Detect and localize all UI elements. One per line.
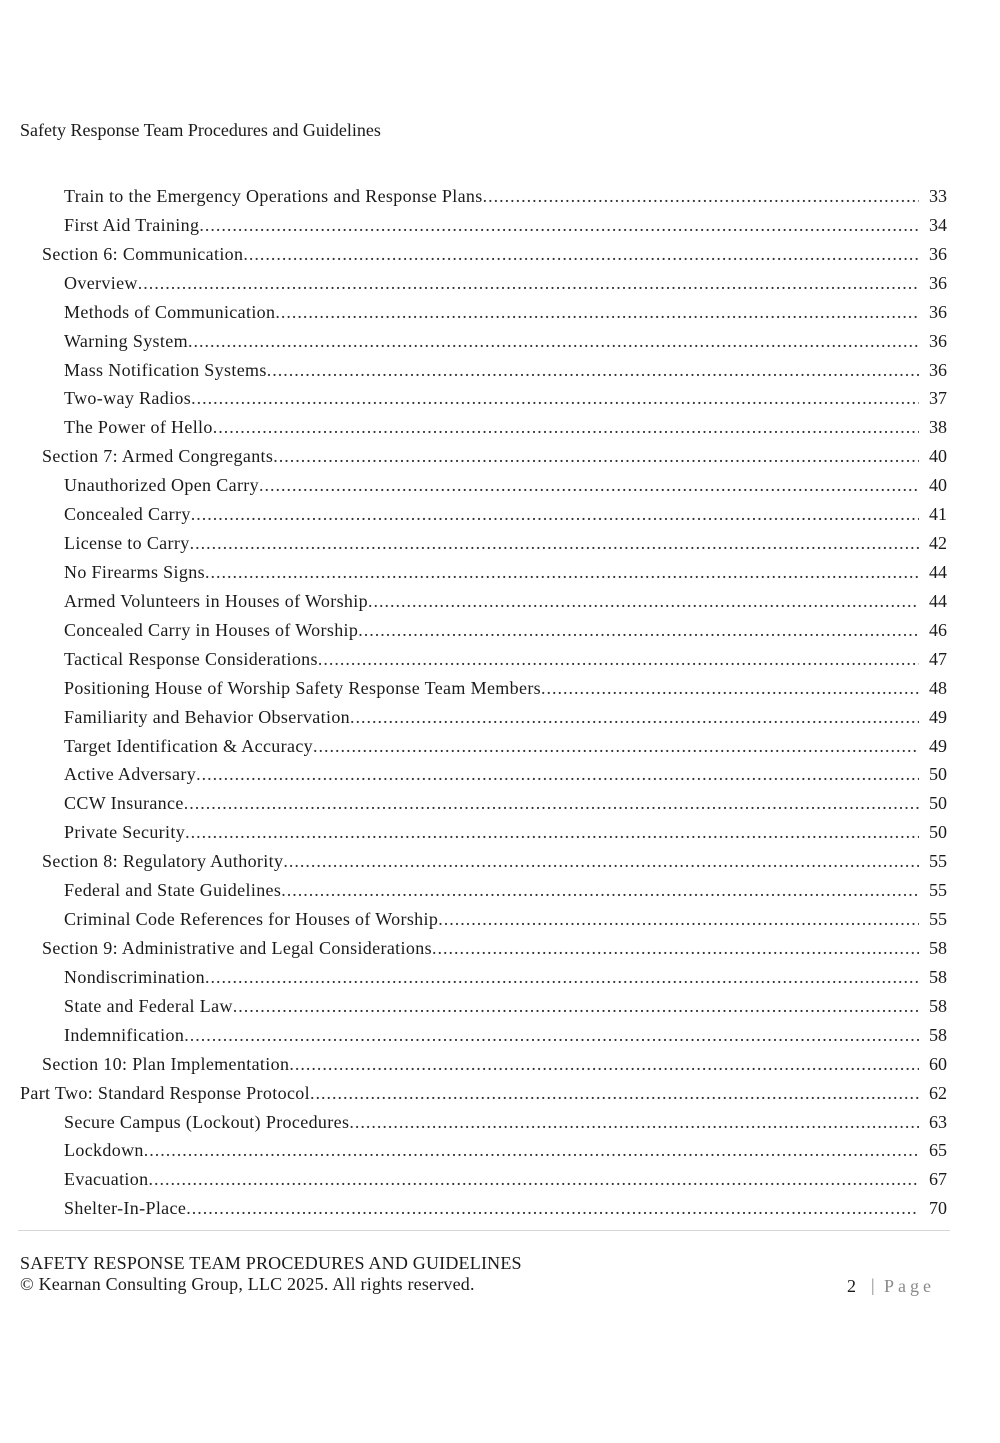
toc-entry[interactable] xyxy=(0,847,1000,876)
toc-entry-title: Overview xyxy=(64,272,138,293)
toc-entry-title: Lockdown xyxy=(64,1140,144,1161)
toc-dot-leader xyxy=(313,732,919,761)
toc-entry-title: Positioning House of Worship Safety Response Team Members xyxy=(64,677,542,698)
toc-entry-page: 36 xyxy=(921,269,947,298)
toc-dot-leader xyxy=(368,587,919,616)
toc-entry-title: Tactical Response Considerations xyxy=(64,648,318,669)
toc-entry[interactable] xyxy=(0,963,1000,992)
toc-entry-title: The Power of Hello xyxy=(64,417,213,438)
toc-entry[interactable] xyxy=(0,905,1000,934)
toc-entry-title: Concealed Carry xyxy=(64,504,191,525)
toc-entry[interactable] xyxy=(0,1050,1000,1079)
toc-entry[interactable] xyxy=(0,356,1000,385)
toc-entry[interactable] xyxy=(0,182,1000,211)
toc-entry-title: Evacuation xyxy=(64,1169,149,1190)
toc-entry-title: No Firearms Signs xyxy=(64,561,205,582)
toc-dot-leader xyxy=(483,182,919,211)
toc-dot-leader xyxy=(310,1079,919,1108)
toc-entry-title: Unauthorized Open Carry xyxy=(64,475,259,496)
toc-entry-page: 44 xyxy=(921,558,947,587)
toc-entry[interactable] xyxy=(0,1079,1000,1108)
toc-entry-page: 34 xyxy=(921,211,947,240)
toc-dot-leader xyxy=(281,876,919,905)
toc-dot-leader xyxy=(144,1136,919,1165)
toc-entry-title: CCW Insurance xyxy=(64,793,184,814)
footer-copyright: © Kearnan Consulting Group, LLC 2025. All rights reserved. xyxy=(20,1274,475,1294)
toc-entry-page: 50 xyxy=(921,789,947,818)
toc-dot-leader xyxy=(438,905,919,934)
toc-entry[interactable] xyxy=(0,413,1000,442)
toc-entry-title: Indemnification xyxy=(64,1024,185,1045)
toc-entry-page: 38 xyxy=(921,413,947,442)
toc-entry-page: 36 xyxy=(921,240,947,269)
toc-entry-title: Section 10: Plan Implementation xyxy=(42,1053,290,1074)
toc-entry-page: 58 xyxy=(921,934,947,963)
toc-entry-title: Armed Volunteers in Houses of Worship xyxy=(64,590,368,611)
toc-entry[interactable] xyxy=(0,1165,1000,1194)
toc-entry[interactable] xyxy=(0,587,1000,616)
toc-entry[interactable] xyxy=(0,211,1000,240)
toc-entry-title: Shelter-In-Place xyxy=(64,1198,187,1219)
toc-entry[interactable] xyxy=(0,645,1000,674)
toc-dot-leader xyxy=(205,558,919,587)
toc-entry-page: 42 xyxy=(921,529,947,558)
toc-dot-leader xyxy=(190,529,919,558)
toc-dot-leader xyxy=(541,674,919,703)
toc-dot-leader xyxy=(432,934,919,963)
toc-entry-page: 55 xyxy=(921,905,947,934)
toc-entry-title: State and Federal Law xyxy=(64,995,233,1016)
toc-dot-leader xyxy=(318,645,919,674)
toc-entry-page: 36 xyxy=(921,327,947,356)
toc-dot-leader xyxy=(358,616,919,645)
toc-entry[interactable] xyxy=(0,1136,1000,1165)
toc-entry[interactable] xyxy=(0,384,1000,413)
toc-dot-leader xyxy=(184,789,919,818)
toc-entry-page: 65 xyxy=(921,1136,947,1165)
toc-entry[interactable] xyxy=(0,500,1000,529)
toc-entry-title: Target Identification & Accuracy xyxy=(64,735,314,756)
toc-entry-title: First Aid Training xyxy=(64,214,200,235)
toc-entry-title: Train to the Emergency Operations and Response Plans xyxy=(64,186,483,206)
toc-entry-page: 37 xyxy=(921,384,947,413)
toc-entry-title: Part Two: Standard Response Protocol xyxy=(20,1082,310,1103)
toc-entry[interactable] xyxy=(0,442,1000,471)
toc-entry-page: 40 xyxy=(921,442,947,471)
toc-entry-title: Warning System xyxy=(64,330,188,351)
page-label: Page xyxy=(884,1276,935,1296)
toc-entry-title: Mass Notification Systems xyxy=(64,359,267,380)
toc-dot-leader xyxy=(275,298,919,327)
table-of-contents xyxy=(0,182,1000,1223)
toc-entry[interactable] xyxy=(0,1194,1000,1223)
footer-document-title: SAFETY RESPONSE TEAM PROCEDURES AND GUIDELINES xyxy=(20,1253,522,1273)
toc-entry-page: 58 xyxy=(921,992,947,1021)
toc-entry-page: 49 xyxy=(921,732,947,761)
toc-dot-leader xyxy=(199,211,919,240)
toc-entry-title: Concealed Carry in Houses of Worship xyxy=(64,619,359,640)
toc-dot-leader xyxy=(191,500,919,529)
toc-entry[interactable] xyxy=(0,240,1000,269)
toc-entry-title: Secure Campus (Lockout) Procedures xyxy=(64,1111,350,1132)
toc-entry-page: 36 xyxy=(921,298,947,327)
toc-entry-title: Two-way Radios xyxy=(64,388,192,409)
toc-entry[interactable] xyxy=(0,327,1000,356)
toc-entry-page: 50 xyxy=(921,760,947,789)
toc-dot-leader xyxy=(213,413,919,442)
toc-dot-leader xyxy=(185,818,919,847)
toc-entry-page: 67 xyxy=(921,1165,947,1194)
toc-entry-page: 44 xyxy=(921,587,947,616)
toc-entry[interactable] xyxy=(0,616,1000,645)
toc-dot-leader xyxy=(188,327,919,356)
toc-entry-page: 48 xyxy=(921,674,947,703)
toc-entry[interactable] xyxy=(0,558,1000,587)
toc-entry-page: 36 xyxy=(921,356,947,385)
toc-entry-page: 63 xyxy=(921,1108,947,1137)
toc-entry[interactable] xyxy=(0,703,1000,732)
toc-entry-title: Section 6: Communication xyxy=(42,243,244,264)
toc-entry-page: 49 xyxy=(921,703,947,732)
toc-dot-leader xyxy=(184,1021,919,1050)
toc-entry[interactable] xyxy=(0,269,1000,298)
toc-entry-page: 58 xyxy=(921,1021,947,1050)
toc-entry[interactable] xyxy=(0,789,1000,818)
toc-entry-title: Active Adversary xyxy=(64,764,197,785)
toc-entry[interactable] xyxy=(0,471,1000,500)
toc-entry-page: 55 xyxy=(921,876,947,905)
toc-entry-title: Familiarity and Behavior Observation xyxy=(64,706,351,727)
page-number: 2 xyxy=(847,1276,856,1296)
toc-entry-page: 41 xyxy=(921,500,947,529)
page-number-separator: | xyxy=(871,1275,875,1295)
toc-entry-page: 55 xyxy=(921,847,947,876)
toc-dot-leader xyxy=(233,992,919,1021)
toc-dot-leader xyxy=(350,703,919,732)
toc-dot-leader xyxy=(267,356,919,385)
toc-entry[interactable] xyxy=(0,1108,1000,1137)
toc-dot-leader xyxy=(243,240,919,269)
toc-entry-page: 47 xyxy=(921,645,947,674)
toc-entry-title: Private Security xyxy=(64,822,186,843)
toc-dot-leader xyxy=(186,1194,919,1223)
toc-dot-leader xyxy=(205,963,919,992)
footer-divider xyxy=(18,1230,950,1231)
toc-entry[interactable] xyxy=(0,674,1000,703)
toc-entry[interactable] xyxy=(0,760,1000,789)
toc-entry-page: 58 xyxy=(921,963,947,992)
toc-entry-title: Section 9: Administrative and Legal Considerations xyxy=(42,937,432,958)
toc-entry-page: 70 xyxy=(921,1194,947,1223)
toc-entry[interactable] xyxy=(0,1021,1000,1050)
toc-entry-page: 62 xyxy=(921,1079,947,1108)
toc-entry-title: Section 7: Armed Congregants xyxy=(42,446,274,467)
toc-entry-title: Methods of Communication xyxy=(64,301,276,322)
toc-entry-page: 50 xyxy=(921,818,947,847)
toc-dot-leader xyxy=(148,1165,919,1194)
toc-entry[interactable] xyxy=(0,876,1000,905)
toc-entry-title: License to Carry xyxy=(64,533,190,554)
toc-entry-page: 46 xyxy=(921,616,947,645)
running-header: Safety Response Team Procedures and Guidelines xyxy=(20,120,381,140)
toc-dot-leader xyxy=(138,269,919,298)
toc-entry[interactable] xyxy=(0,529,1000,558)
toc-entry-page: 40 xyxy=(921,471,947,500)
toc-entry-page: 60 xyxy=(921,1050,947,1079)
toc-dot-leader xyxy=(283,847,919,876)
toc-entry-title: Nondiscrimination xyxy=(64,966,205,987)
toc-entry-title: Federal and State Guidelines xyxy=(64,880,282,901)
toc-entry[interactable] xyxy=(0,992,1000,1021)
toc-entry-page: 33 xyxy=(921,182,947,211)
toc-dot-leader xyxy=(191,384,919,413)
toc-entry[interactable] xyxy=(0,732,1000,761)
toc-entry-title: Criminal Code References for Houses of Worship xyxy=(64,909,439,930)
toc-entry[interactable] xyxy=(0,934,1000,963)
toc-dot-leader xyxy=(289,1050,919,1079)
toc-entry-title: Section 8: Regulatory Authority xyxy=(42,851,284,872)
toc-entry[interactable] xyxy=(0,298,1000,327)
toc-entry[interactable] xyxy=(0,818,1000,847)
toc-dot-leader xyxy=(259,471,919,500)
toc-dot-leader xyxy=(196,760,919,789)
toc-dot-leader xyxy=(273,442,919,471)
toc-dot-leader xyxy=(349,1108,919,1137)
